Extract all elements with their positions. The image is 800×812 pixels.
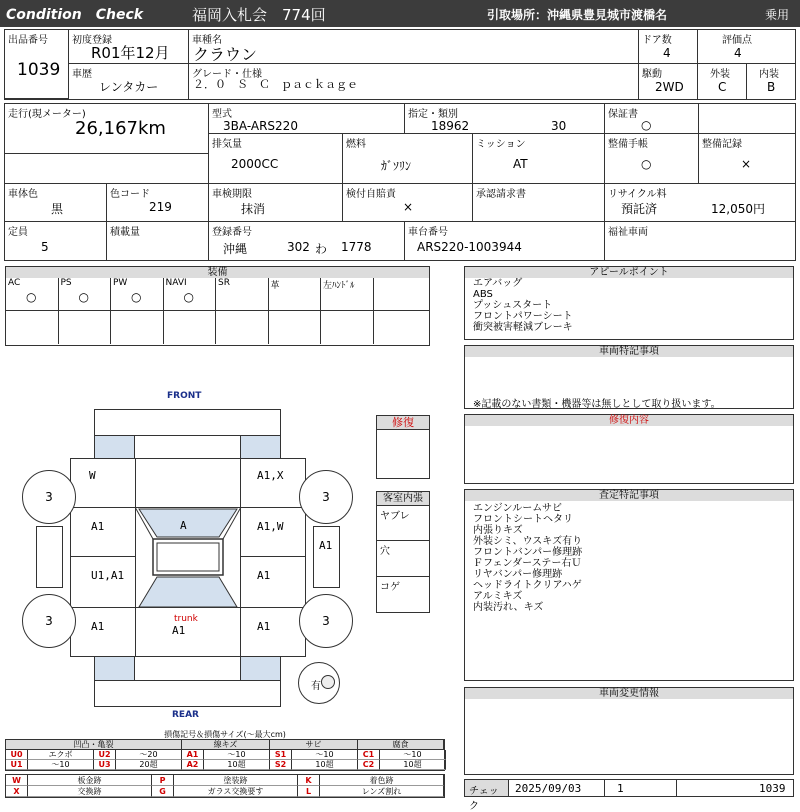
assessment-line: 内張りキズ xyxy=(473,525,523,536)
legend-desc: 10超 xyxy=(204,760,270,770)
interior-grade: B xyxy=(767,80,776,94)
welfare-label: 福祉車両 xyxy=(608,227,648,238)
tire-rear-right: 3 xyxy=(299,594,353,648)
check-lot: 1039 xyxy=(759,782,786,795)
equipment-col xyxy=(111,278,164,344)
equipment-label: 革 xyxy=(270,281,280,291)
equipment-label: PW xyxy=(113,278,128,288)
check-date: 2025/09/03 xyxy=(515,782,582,795)
recycle-fee: 12,050円 xyxy=(711,202,765,216)
legend-code: C2 xyxy=(358,760,380,770)
repair-content-title: 修復内容 xyxy=(464,414,794,427)
assessment-line: アルミキズ xyxy=(473,591,523,602)
rear-panel xyxy=(134,656,241,681)
legend-other-code: W xyxy=(6,775,28,786)
right-mirror-mark: A1 xyxy=(319,539,333,552)
cabin-title: 客室内張 xyxy=(376,491,430,506)
lot-no: 1039 xyxy=(17,60,61,80)
fuel-label: 燃料 xyxy=(346,139,366,150)
assessment-line: ヘッドライトクリアハゲ xyxy=(473,580,582,591)
legend-other-code: X xyxy=(6,786,28,797)
right-quarter-mark: A1 xyxy=(257,620,271,633)
assessment-line: リヤバンパー修理跡 xyxy=(473,569,563,580)
maint-book: ○ xyxy=(641,157,652,171)
legend-code: A1 xyxy=(182,750,204,760)
displacement-label: 排気量 xyxy=(212,139,242,150)
model-name: クラウン xyxy=(193,45,258,64)
cabin-row-tear: ヤブレ xyxy=(380,511,410,522)
reg-number: 1778 xyxy=(341,240,372,254)
load-label: 積載量 xyxy=(110,227,140,238)
assessment-title: 査定特記事項 xyxy=(464,489,794,502)
appeal-line: フロントパワーシート xyxy=(473,311,573,322)
transmission: AT xyxy=(513,157,528,171)
color-code-label: 色コード xyxy=(110,189,150,200)
legend-other-desc: 塗装跡 xyxy=(174,775,298,786)
equipment-col xyxy=(164,278,217,344)
liability-label: 検付自賠責 xyxy=(346,189,396,200)
hood-upper xyxy=(135,458,241,508)
right-rear-door-mark: A1 xyxy=(257,569,271,582)
left-rear-door xyxy=(70,556,136,608)
exterior-label: 外装 xyxy=(710,69,730,80)
designation-no: 18962 xyxy=(431,119,470,133)
assessment-line: Ｆフェンダーステー右Ｕ xyxy=(473,558,582,569)
change-info-box xyxy=(464,699,794,775)
tire-front-left: 3 xyxy=(22,470,76,524)
equipment-value: ○ xyxy=(131,290,142,304)
legend-others-grid xyxy=(5,774,445,798)
model-name-label: 車種名 xyxy=(192,35,222,46)
legend-desc: エクボ xyxy=(28,750,94,760)
special-note: ※記載のない書類・機器等は無しとして取り扱います。 xyxy=(473,399,721,410)
left-mirror xyxy=(36,526,63,588)
cabin-row-burn: コゲ xyxy=(380,582,400,593)
rear-label: REAR xyxy=(172,710,199,720)
exterior-grade: C xyxy=(718,80,727,94)
equipment-col xyxy=(6,278,59,344)
color-code: 219 xyxy=(149,200,172,214)
legend-code: U0 xyxy=(6,750,28,760)
right-rear-door xyxy=(240,556,306,608)
body-color: 黒 xyxy=(51,202,64,216)
right-front-door xyxy=(240,507,306,557)
pickup-location: 引取場所：沖縄県豊見城市渡橋名 xyxy=(487,8,668,22)
recycle-label: リサイクル料 xyxy=(608,189,667,200)
equipment-label: AC xyxy=(8,278,21,288)
legend-group: サビ xyxy=(270,740,358,750)
roof-inner xyxy=(157,543,219,571)
equipment-label: 左ﾊﾝﾄﾞﾙ xyxy=(323,281,355,291)
appeal-line: エアバッグ xyxy=(473,278,523,289)
hood-mark: A xyxy=(180,519,187,532)
reg-class: 302 xyxy=(287,240,310,254)
doors: 4 xyxy=(663,46,671,60)
left-front-door-mark: A1 xyxy=(91,520,105,533)
header-bar xyxy=(0,0,800,27)
legend-desc: 20超 xyxy=(116,760,182,770)
drive: 2WD xyxy=(655,80,684,94)
vehicle-basic-info xyxy=(4,29,796,100)
first-reg: R01年12月 xyxy=(91,44,170,62)
reg-region: 沖縄 xyxy=(223,242,248,256)
front-left-fender-mark: W xyxy=(89,469,96,482)
mileage: 26,167km xyxy=(75,118,166,139)
legend-other-code: L xyxy=(298,786,320,797)
equipment-col xyxy=(59,278,112,344)
auction-name: 福岡入札会 774回 xyxy=(192,6,326,24)
legend-other-code: P xyxy=(152,775,174,786)
history: レンタカー xyxy=(99,80,159,94)
grade-label: グレード・仕様 xyxy=(192,69,262,80)
spare-label: 有 xyxy=(311,681,321,692)
cabin-row-hole: 穴 xyxy=(380,546,390,557)
check-number: 1 xyxy=(617,782,624,795)
legend-desc: 〜10 xyxy=(204,750,270,760)
right-mirror xyxy=(313,526,340,588)
category-no: 30 xyxy=(551,119,567,133)
special-box xyxy=(464,357,794,409)
appeal-line: プッシュスタート xyxy=(473,300,553,311)
tire-rear-left: 3 xyxy=(22,594,76,648)
inspection-label: 車検期限 xyxy=(212,189,252,200)
legend-other-desc: レンズ割れ xyxy=(320,786,444,797)
legend-other-desc: 着色跡 xyxy=(320,775,444,786)
cabin-box xyxy=(376,505,430,613)
spare-tire xyxy=(298,662,340,704)
capacity-label: 定員 xyxy=(8,227,28,238)
chassis-no: ARS220-1003944 xyxy=(417,240,522,254)
repair-content-box xyxy=(464,426,794,484)
front-left-light xyxy=(94,435,135,459)
maint-book-label: 整備手帳 xyxy=(608,139,648,150)
liability: × xyxy=(403,200,414,214)
fuel: ｶﾞｿﾘﾝ xyxy=(381,159,412,173)
warranty-label: 保証書 xyxy=(608,109,638,120)
appeal-title: アピールポイント xyxy=(464,266,794,279)
legend-desc: 10超 xyxy=(292,760,358,770)
left-rear-door-mark: U1,A1 xyxy=(91,569,125,582)
interior-label: 内装 xyxy=(759,69,779,80)
special-title: 車両特記事項 xyxy=(464,345,794,358)
legend-group: 腐食 xyxy=(358,740,444,750)
right-quarter xyxy=(240,607,306,657)
repair-mark-box xyxy=(376,429,430,479)
legend-other-desc: 板金跡 xyxy=(28,775,152,786)
legend-codes-grid xyxy=(5,739,445,771)
rear-right-light xyxy=(240,656,281,681)
legend-group: 線キズ xyxy=(182,740,270,750)
legend-desc: 10超 xyxy=(380,760,446,770)
approval-label: 承認請求書 xyxy=(476,189,526,200)
legend-other-code: G xyxy=(152,786,174,797)
history-label: 車歴 xyxy=(72,69,92,80)
legend-code: U3 xyxy=(94,760,116,770)
legend-desc: 〜10 xyxy=(380,750,446,760)
equipment-col xyxy=(321,278,374,344)
tire-front-right: 3 xyxy=(299,470,353,524)
model-code: 3BA-ARS220 xyxy=(223,119,298,133)
legend-other-desc: 交換跡 xyxy=(28,786,152,797)
assessment-line: 内装汚れ、キズ xyxy=(473,602,544,613)
body-color-label: 車体色 xyxy=(8,189,38,200)
legend-desc: 〜20 xyxy=(116,750,182,760)
rear-bumper xyxy=(94,680,281,707)
legend-desc: 〜10 xyxy=(28,760,94,770)
trunk-mark: A1 xyxy=(172,624,186,637)
left-quarter-mark: A1 xyxy=(91,620,105,633)
repair-mark-title: 修復 xyxy=(376,415,430,430)
assessment-line: フロントシートヘタリ xyxy=(473,514,573,525)
legend-code: C1 xyxy=(358,750,380,760)
vehicle-detail-info xyxy=(4,103,796,261)
transmission-label: ミッション xyxy=(476,139,526,150)
check-row xyxy=(464,779,794,812)
right-front-door-mark: A1,W xyxy=(257,520,284,533)
inspection: 抹消 xyxy=(241,202,266,216)
front-left-fender xyxy=(70,458,136,508)
assessment-box xyxy=(464,501,794,681)
appeal-line: 衝突被害軽減ブレーキ xyxy=(473,322,573,333)
score: 4 xyxy=(734,46,742,60)
maint-record: × xyxy=(741,157,752,171)
legend-other-desc: ガラス交換要す xyxy=(174,786,298,797)
model-code-label: 型式 xyxy=(212,109,232,120)
assessment-line: 外装シミ、ウスキズ有り xyxy=(473,536,583,547)
front-label: FRONT xyxy=(167,391,202,401)
windshield xyxy=(139,509,237,537)
first-reg-label: 初度登録 xyxy=(72,35,112,46)
doors-label: ドア数 xyxy=(642,35,672,46)
rear-left-light xyxy=(94,656,135,681)
equipment-label: SR xyxy=(218,278,230,288)
maint-record-label: 整備記録 xyxy=(702,139,742,150)
change-info-title: 車両変更情報 xyxy=(464,687,794,700)
drive-label: 駆動 xyxy=(642,69,662,80)
appeal-line: ABS xyxy=(473,289,493,300)
cabin-glass xyxy=(135,507,241,608)
front-right-fender xyxy=(240,458,306,508)
legend-code: S1 xyxy=(270,750,292,760)
rear-window xyxy=(139,577,237,607)
legend-code: A2 xyxy=(182,760,204,770)
check-label: チェック xyxy=(469,786,499,812)
score-label: 評価点 xyxy=(722,35,752,46)
equipment-value: ○ xyxy=(26,290,37,304)
assessment-line: フロントバンパー修理跡 xyxy=(473,547,583,558)
front-bumper xyxy=(94,409,281,436)
legend-other-code: K xyxy=(298,775,320,786)
grade: ２．０ Ｓ Ｃ ｐａｃｋａｇｅ xyxy=(193,78,358,91)
sheet-title: Condition Check xyxy=(6,7,144,23)
equipment-label: NAVI xyxy=(165,278,187,288)
legend-title: 損傷記号＆損傷サイズ(〜最大cm) xyxy=(164,730,286,739)
left-front-door xyxy=(70,507,136,557)
legend-desc: 〜10 xyxy=(292,750,358,760)
warranty: ○ xyxy=(641,118,652,132)
equipment-value: ○ xyxy=(183,290,194,304)
legend-group: 凹凸・亀裂 xyxy=(6,740,182,750)
reg-no-label: 登録番号 xyxy=(212,227,252,238)
recycle-status: 預託済 xyxy=(621,202,658,216)
left-quarter xyxy=(70,607,136,657)
front-right-light xyxy=(240,435,281,459)
spare-wheel-icon xyxy=(321,675,335,689)
equipment-grid xyxy=(5,278,430,346)
front-right-fender-mark: A1,X xyxy=(257,469,284,482)
equipment-value: ○ xyxy=(78,290,89,304)
legend-code: S2 xyxy=(270,760,292,770)
capacity: 5 xyxy=(41,240,49,254)
reg-kana: わ xyxy=(315,242,328,256)
displacement: 2000CC xyxy=(231,157,279,171)
legend-code: U1 xyxy=(6,760,28,770)
mileage-label: 走行(現メーター) xyxy=(8,109,86,120)
equipment-col xyxy=(269,278,322,344)
equipment-col xyxy=(216,278,269,344)
equipment-title: 装備 xyxy=(5,266,430,279)
vehicle-class: 乗用 xyxy=(765,8,790,22)
designation-label: 指定・類別 xyxy=(408,109,458,120)
appeal-box xyxy=(464,278,794,340)
legend-code: U2 xyxy=(94,750,116,760)
equipment-label: PS xyxy=(60,278,72,288)
front-grille xyxy=(134,435,241,459)
chassis-label: 車台番号 xyxy=(408,227,448,238)
trunk-lid xyxy=(135,607,241,657)
assessment-line: エンジンルームサビ xyxy=(473,503,563,514)
trunk-label: trunk xyxy=(174,614,198,624)
lot-no-label: 出品番号 xyxy=(8,35,48,46)
